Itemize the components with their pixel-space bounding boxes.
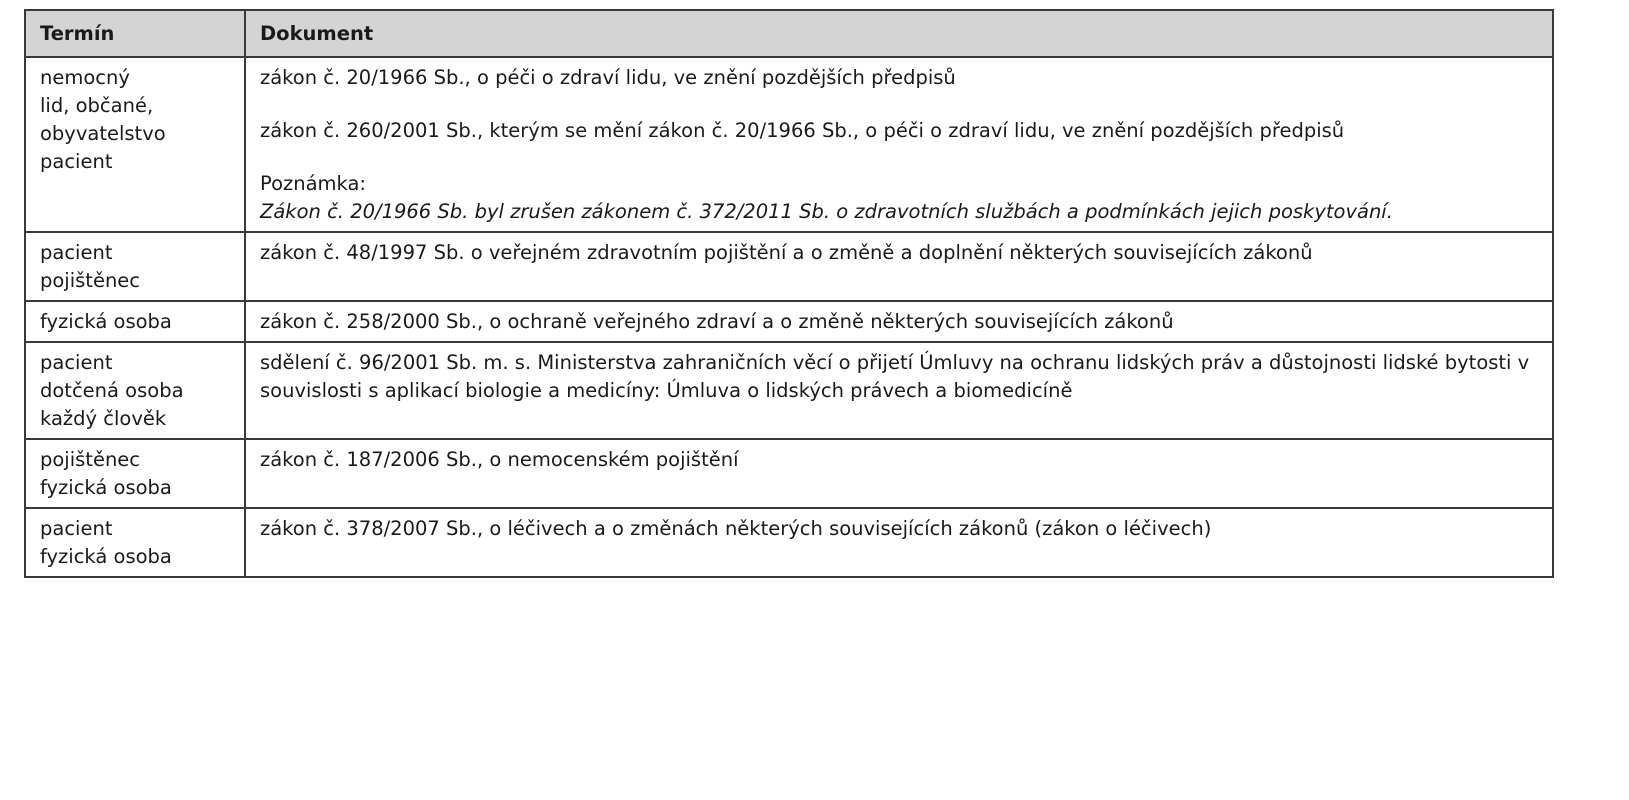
term-cell (25, 342, 245, 439)
term-text: pacient (40, 150, 113, 173)
term-cell (25, 301, 245, 342)
document-cell (245, 232, 1553, 301)
table-row (25, 439, 1553, 508)
document-text: zákon č. 260/2001 Sb., kterým se mění zákon č. 20/1966 Sb., o péči o zdraví lidu, ve znění pozdějších předpisů (260, 119, 1345, 142)
document-cell (245, 508, 1553, 577)
term-text: nemocný (40, 66, 130, 89)
table-row (25, 57, 1553, 232)
document-text: zákon č. 258/2000 Sb., o ochraně veřejného zdraví a o změně některých souvisejících zákonů (260, 310, 1174, 333)
term-text: pojištěnec (40, 448, 141, 471)
header-document: Dokument (245, 10, 1553, 57)
term-cell (25, 508, 245, 577)
term-text: obyvatelstvo (40, 122, 166, 145)
term-text: fyzická osoba (40, 476, 172, 499)
header-row (25, 10, 1553, 57)
table-row (25, 342, 1553, 439)
document-text: zákon č. 378/2007 Sb., o léčivech a o změnách některých souvisejících zákonů (zákon o léčivech) (260, 517, 1212, 540)
term-text: pacient (40, 351, 113, 374)
term-cell (25, 57, 245, 232)
term-text: každý člověk (40, 407, 167, 430)
term-text: pacient (40, 241, 113, 264)
document-text: sdělení č. 96/2001 Sb. m. s. Ministerstva zahraničních věcí o přijetí Úmluvy na ochranu lidských práv a důstojnosti lidské bytosti v souvislosti s aplikací biologie a medicíny: Úmluva o lidských právech a biomedicíně (260, 351, 1530, 402)
term-text: lid, občané, (40, 94, 154, 117)
header-term: Termín (25, 10, 245, 57)
term-text: pojištěnec (40, 269, 141, 292)
term-text: dotčená osoba (40, 379, 184, 402)
document-text: zákon č. 187/2006 Sb., o nemocenském pojištění (260, 448, 739, 471)
table-row (25, 232, 1553, 301)
document-cell (245, 301, 1553, 342)
note-text: Zákon č. 20/1966 Sb. byl zrušen zákonem č. 372/2011 Sb. o zdravotních službách a podmínkách jejich poskytování. (260, 200, 1393, 223)
document-text: zákon č. 20/1966 Sb., o péči o zdraví lidu, ve znění pozdějších předpisů (260, 66, 956, 89)
term-text: fyzická osoba (40, 310, 172, 333)
document-text: zákon č. 48/1997 Sb. o veřejném zdravotním pojištění a o změně a doplnění některých souvisejících zákonů (260, 241, 1313, 264)
term-text: pacient (40, 517, 113, 540)
document-cell (245, 57, 1553, 232)
term-text: fyzická osoba (40, 545, 172, 568)
terms-table (24, 9, 1554, 578)
term-cell (25, 232, 245, 301)
document-cell (245, 342, 1553, 439)
note-label: Poznámka: (260, 172, 367, 195)
table-row (25, 508, 1553, 577)
table-row (25, 301, 1553, 342)
document-cell (245, 439, 1553, 508)
term-cell (25, 439, 245, 508)
